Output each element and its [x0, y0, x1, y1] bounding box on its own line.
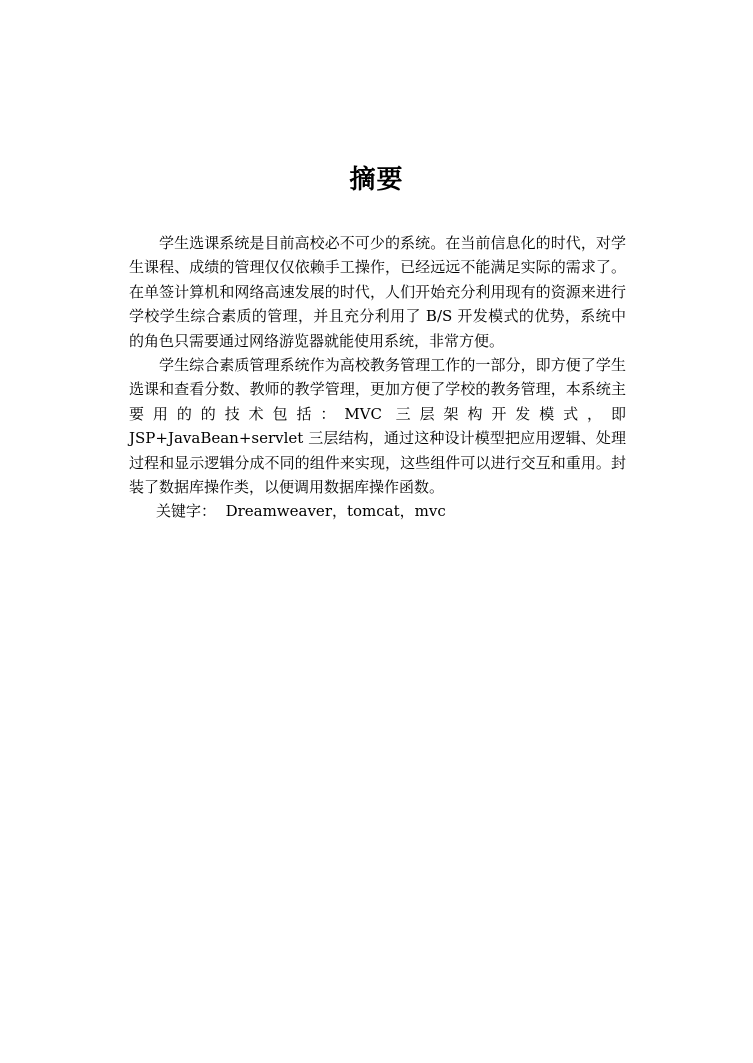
abstract-paragraph-2: 学生综合素质管理系统作为高校教务管理工作的一部分，即方便了学生选课和查看分数、教师的教学管理，更加方便了学校的教务管理，本系统主要用的的技术包括：MVC 三层架构开发模式，即 JSP+JavaBean+servlet 三层结构，通过这种设计模型把应用逻辑、处理过程和显示逻辑分成不同的组件来实现，这些组件可以进行交互和重用。封装了数据库操作类，以便调用数据库操作函数。 — [129, 356, 626, 497]
abstract-title: 摘要 — [349, 165, 404, 195]
keywords-line — [129, 499, 626, 523]
keywords-label: 关键字： — [156, 502, 217, 521]
keywords-value: Dreamweaver，tomcat，mvc — [225, 502, 446, 521]
abstract-body — [129, 231, 626, 524]
abstract-paragraph-1: 学生选课系统是目前高校必不可少的系统。在当前信息化的时代，对学生课程、成绩的管理仅仅依赖手工操作，已经远远不能满足实际的需求了。在单签计算机和网络高速发展的时代，人们开始充分利用现有的资源来进行学校学生综合素质的管理，并且充分利用了 B/S 开发模式的优势，系统中的角色只需要通过网络游览器就能使用系统，非常方便。 — [129, 234, 626, 350]
